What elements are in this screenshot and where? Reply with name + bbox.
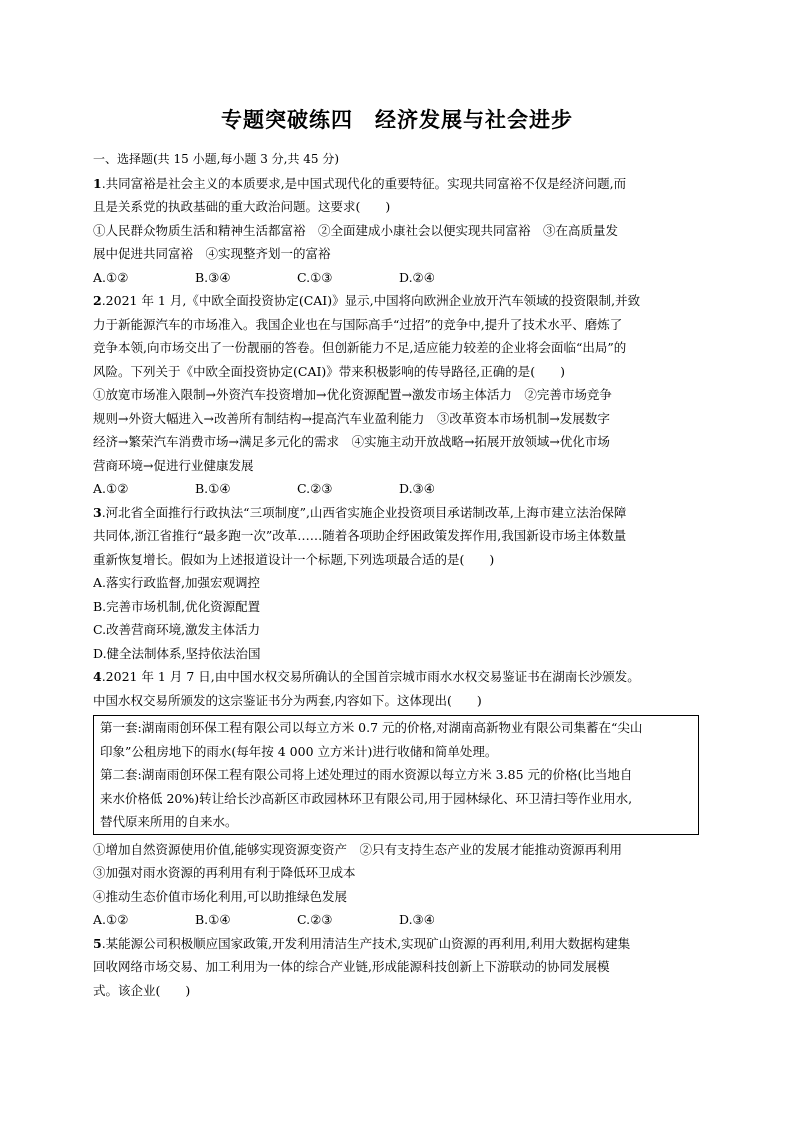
- option-a: A.落实行政监督,加强宏观调控: [93, 575, 260, 590]
- statement-line: 营商环境→促进行业健康发展: [93, 457, 254, 473]
- material-line: 来水价格低 20%)转让给长沙高新区市政园林环卫有限公司,用于园林绿化、环卫清扫等作业用水,: [100, 790, 633, 806]
- question-stem-line: 1.共同富裕是社会主义的本质要求,是中国式现代化的重要特征。实现共同富裕不仅是经济问题,而: [93, 175, 627, 191]
- option-d: D.②④: [399, 269, 435, 285]
- option-d: D.③④: [399, 912, 435, 927]
- option-c: C.②③: [297, 481, 333, 496]
- material-line: 第二套:湖南雨创环保工程有限公司将上述处理过的雨水资源以每立方米 3.85 元的价格(比当地自: [100, 767, 633, 782]
- question-content: [93, 148, 701, 1002]
- statement-line: ①人民群众物质生活和精神生活都富裕 ②全面建成小康社会以便实现共同富裕 ③在高质量发: [93, 222, 619, 238]
- question-stem-line: 4.2021 年 1 月 7 日,由中国水权交易所确认的全国首宗城市雨水水权交易鉴证书在湖南长沙颁发。: [93, 669, 640, 684]
- statement-line: ③加强对雨水资源的再利用有利于降低环卫成本: [93, 865, 356, 880]
- page-title: 专题突破练四 经济发展与社会进步: [221, 108, 573, 132]
- material-box: [93, 715, 699, 835]
- question-4: [93, 665, 701, 932]
- question-number: 4: [93, 669, 102, 684]
- option-b: B.完善市场机制,优化资源配置: [93, 598, 261, 614]
- question-stem-line: 2.2021 年 1 月,《中欧全面投资协定(CAI)》显示,中国将向欧洲企业放开汽车领域的投资限制,并致: [93, 293, 641, 308]
- option-b: B.①④: [195, 481, 231, 496]
- question-stem-line: 力于新能源汽车的市场准入。我国企业也在与国际高手“过招”的竞争中,提升了技术水平、磨炼了: [93, 316, 623, 332]
- question-stem-line: 回收网络市场交易、加工利用为一体的综合产业链,形成能源科技创新上下游联动的协同发展模: [93, 959, 610, 974]
- material-line: 第一套:湖南雨创环保工程有限公司以每立方米 0.7 元的价格,对湖南高新物业有限公司集蓄在“尖山: [100, 720, 643, 735]
- statement-line: ①放宽市场准入限制→外资汽车投资增加→优化资源配置→激发市场主体活力 ②完善市场竞争: [93, 387, 612, 402]
- option-b: B.①④: [195, 912, 231, 927]
- question-stem-line: 中国水权交易所颁发的这宗鉴证书分为两套,内容如下。这体现出( ): [93, 692, 482, 708]
- statement-line: ④推动生态价值市场化利用,可以助推绿色发展: [93, 888, 347, 904]
- statement-line: 展中促进共同富裕 ④实现整齐划一的富裕: [93, 246, 331, 261]
- material-line: 印象”公租房地下的雨水(每年按 4 000 立方米计)进行收储和简单处理。: [100, 743, 498, 759]
- question-stem-line: 风险。下列关于《中欧全面投资协定(CAI)》带来积极影响的传导路径,正确的是( ): [93, 363, 566, 379]
- option-b: B.③④: [195, 269, 231, 285]
- question-2: [93, 289, 701, 501]
- statement-line: 经济→繁荣汽车消费市场→满足多元化的需求 ④实施主动开放战略→拓展开放领域→优化市场: [93, 434, 610, 449]
- question-stem-line: 竞争本领,向市场交出了一份靓丽的答卷。但创新能力不足,适应能力较差的企业将会面临“出局”的: [93, 340, 627, 355]
- section-heading: 一、选择题(共 15 小题,每小题 3 分,共 45 分): [93, 152, 340, 166]
- answer-options: [93, 477, 701, 501]
- option-c: C.改善营商环境,激发主体活力: [93, 622, 261, 637]
- statement-line: ①增加自然资源使用价值,能够实现资源变资产 ②只有支持生态产业的发展才能推动资源再利用: [93, 841, 622, 857]
- question-stem-line: 且是关系党的执政基础的重大政治问题。这要求( ): [93, 199, 391, 214]
- answer-options: [93, 908, 701, 932]
- question-5: [93, 932, 701, 1003]
- option-c: C.②③: [297, 912, 333, 927]
- question-stem-line: 5.某能源公司积极顺应国家政策,开发利用清洁生产技术,实现矿山资源的再利用,利用大数据构建集: [93, 935, 631, 951]
- question-number: 1: [93, 175, 102, 191]
- option-a: A.①②: [93, 481, 129, 496]
- statement-line: 规则→外资大幅进入→改善所有制结构→提高汽车业盈利能力 ③改革资本市场机制→发展数字: [93, 410, 610, 426]
- question-number: 3: [93, 504, 102, 520]
- option-c: C.①③: [297, 269, 333, 285]
- option-a: A.①②: [93, 912, 129, 927]
- answer-options: [93, 266, 701, 290]
- question-stem-line: 3.河北省全面推行行政执法“三项制度”,山西省实施企业投资项目承诺制改革,上海市建立法治保障: [93, 504, 627, 520]
- option-a: A.①②: [93, 269, 129, 285]
- question-stem-line: 重新恢复增长。假如为上述报道设计一个标题,下列选项最合适的是( ): [93, 551, 495, 567]
- question-1: [93, 172, 701, 290]
- question-stem-line: 式。该企业( ): [93, 982, 191, 998]
- question-number: 2: [93, 293, 102, 308]
- question-stem-line: 共同体,浙江省推行“最多跑一次”改革……随着各项助企纾困政策发挥作用,我国新设市场主体数量: [93, 528, 627, 543]
- material-line: 替代原来所用的自来水。: [100, 814, 238, 829]
- option-d: D.③④: [399, 481, 435, 496]
- question-number: 5: [93, 935, 102, 951]
- option-d: D.健全法制体系,坚持依法治国: [93, 645, 261, 661]
- question-3: [93, 501, 701, 666]
